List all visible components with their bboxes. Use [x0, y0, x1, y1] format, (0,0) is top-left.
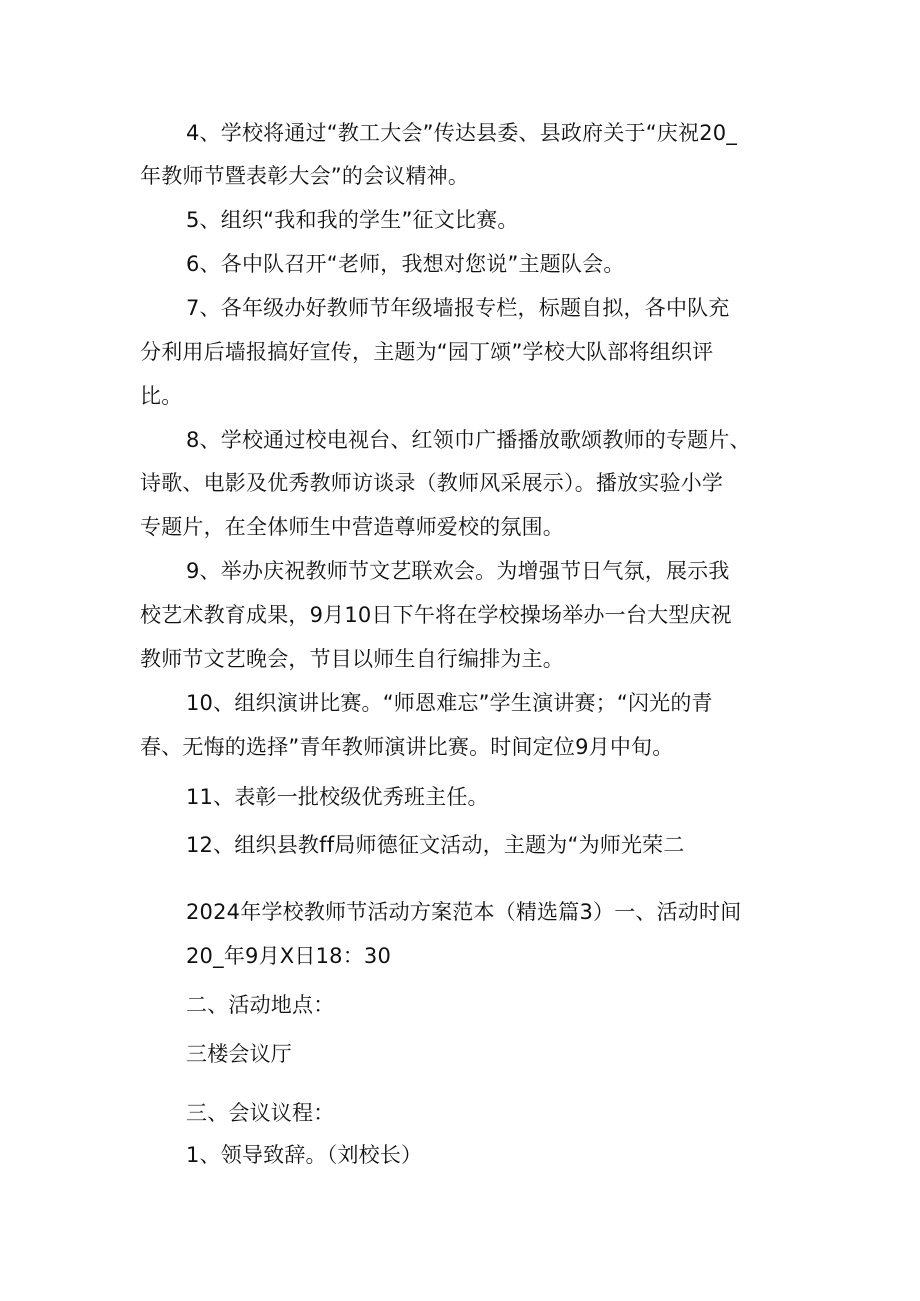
paragraph-9-line-3: 教师节文艺晚会，节目以师生自行编排为主。 [140, 647, 564, 671]
paragraph-6: 6、各中队召开“老师，我想对您说”主题队会。 [186, 252, 625, 276]
paragraph-11: 11、表彰一批校级优秀班主任。 [186, 785, 489, 809]
activity-time: 20_年9月X日18：30 [186, 944, 392, 968]
paragraph-9-line-2: 校艺术教育成果，9月10日下午将在学校操场举办一台大型庆祝 [140, 603, 732, 627]
paragraph-4-line-1: 4、学校将通过“教工大会”传达县委、县政府关于“庆祝20_ [186, 121, 738, 145]
agenda-item-1: 1、领导致辞。（刘校长） [186, 1143, 423, 1167]
paragraph-4-line-2: 年教师节暨表彰大会”的会议精神。 [140, 164, 470, 188]
agenda-heading: 三、会议议程： [186, 1101, 335, 1125]
paragraph-7-line-1: 7、各年级办好教师节年级墙报专栏，标题自拟，各中队充 [186, 296, 730, 320]
paragraph-8-line-2: 诗歌、电影及优秀教师访谈录（教师风采展示）。播放实验小学 [140, 471, 724, 495]
paragraph-10-line-1: 10、组织演讲比赛。“师恩难忘”学生演讲赛；“闪光的青 [186, 691, 713, 715]
paragraph-8-line-1: 8、学校通过校电视台、红领巾广播播放歌颂教师的专题片、 [186, 428, 751, 452]
paragraph-10-line-2: 春、无悔的选择”青年教师演讲比赛。时间定位9月中旬。 [140, 735, 674, 759]
venue-value: 三楼会议厅 [186, 1042, 292, 1066]
paragraph-12: 12、组织县教ff局师德征文活动，主题为“为师光荣二 [186, 833, 685, 857]
venue-heading: 二、活动地点： [186, 993, 335, 1017]
paragraph-7-line-2: 分利用后墙报搞好宣传，主题为“园丁颂”学校大队部将组织评 [140, 340, 714, 364]
paragraph-7-line-3: 比。 [140, 384, 183, 408]
section-heading: 2024年学校教师节活动方案范本（精选篇3）一、活动时间 [186, 900, 742, 924]
paragraph-5: 5、组织“我和我的学生”征文比赛。 [186, 208, 519, 232]
paragraph-8-line-3: 专题片，在全体师生中营造尊师爱校的氛围。 [140, 515, 564, 539]
paragraph-9-line-1: 9、举办庆祝教师节文艺联欢会。为增强节日气氛，展示我 [186, 559, 730, 583]
